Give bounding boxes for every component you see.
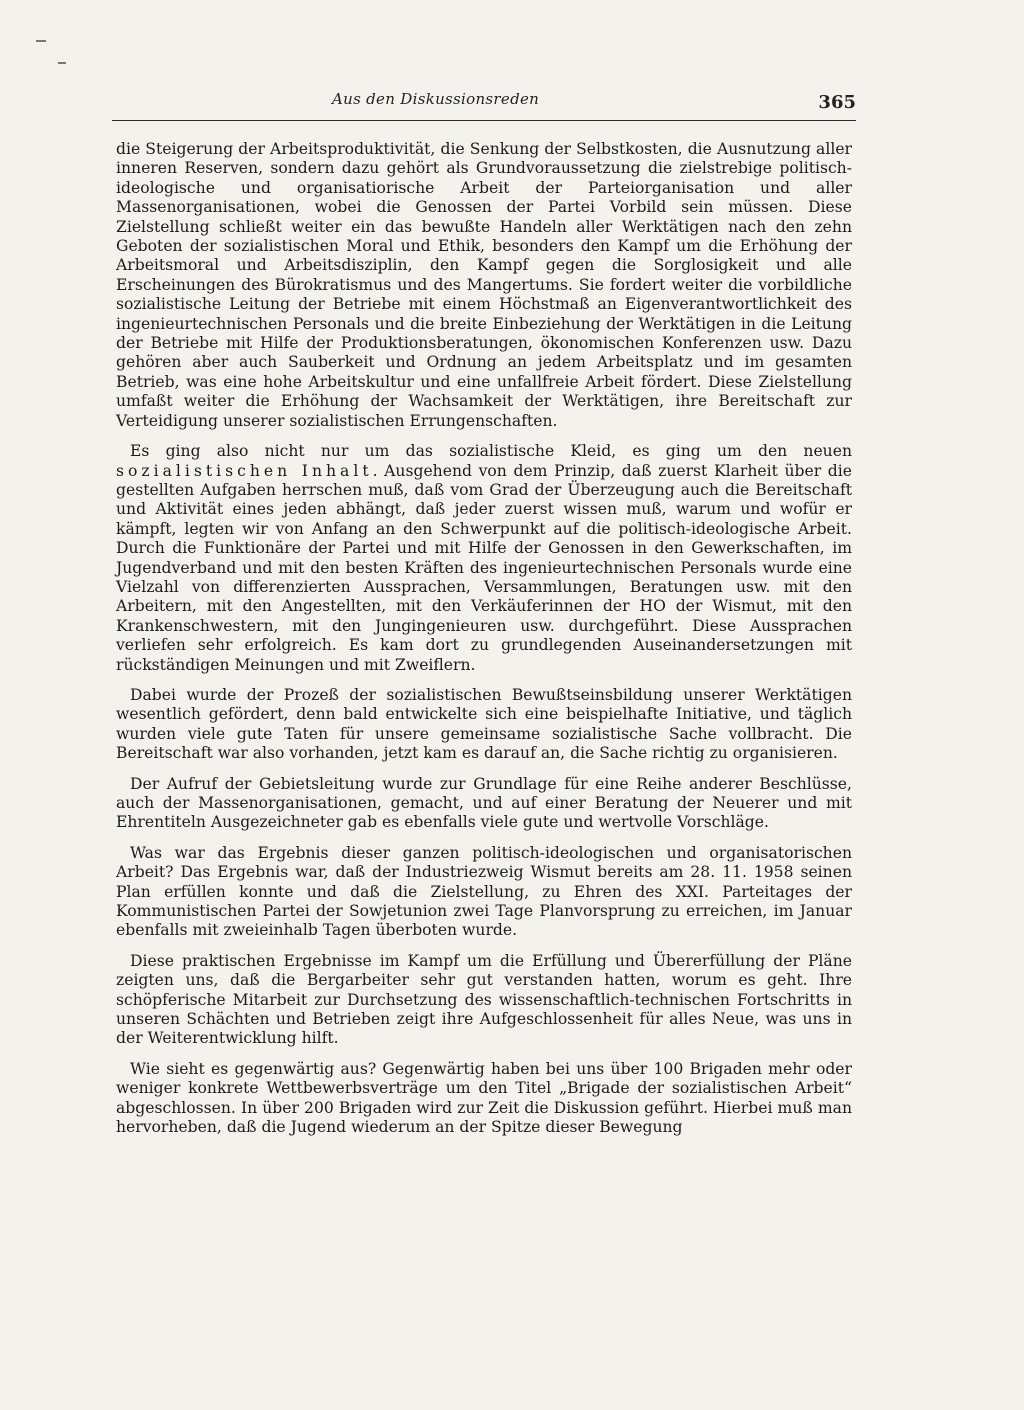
paragraph-text: Es ging also nicht nur um das sozialistische Kleid, es ging um den neuen: [130, 442, 852, 461]
paragraph: Wie sieht es gegenwärtig aus? Gegenwärtig haben bei uns über 100 Brigaden mehr oder weniger konkrete Wettbewerbsverträge um den Titel „Brigade der sozialistischen Arbeit“ abgeschlossen. In über 200 Brigaden wird zur Zeit die Diskussion geführt. Hierbei muß man hervorheben, daß die Jugend wiederum an der Spitze dieser Bewegung: [116, 1059, 852, 1137]
scan-mark: [58, 62, 66, 64]
paragraph-text: . Ausgehend von dem Prinzip, daß zuerst Klarheit über die gestellten Aufgaben herrschen muß, daß vom Grad der Überzeugung auch die Bereitschaft und Aktivität eines jeden abhängt, daß jeder zuerst wissen muß, warum und wofür er kämpft, legten wir von Anfang an den Schwerpunkt auf die politisch-ideologische Arbeit. Durch die Funktionäre der Partei und mit Hilfe der Genossen in den Gewerkschaften, im Jugendverband und mit den besten Kräften des ingenieurtechnischen Personals wurde eine Vielzahl von differenzierten Aussprachen, Versammlungen, Beratungen usw. mit den Arbeitern, mit den Angestellten, mit den Verkäuferinnen der HO der Wismut, mit den Krankenschwestern, mit den Jungingenieuren usw. durchgeführt. Diese Aussprachen verliefen sehr erfolgreich. Es kam dort zu grundlegenden Auseinandersetzungen mit rückständigen Meinungen und mit Zweiflern.: [116, 461, 852, 674]
scan-mark: [36, 40, 46, 42]
running-header: [112, 86, 856, 121]
emphasized-text: sozialistischen Inhalt: [116, 461, 373, 480]
paragraph: [116, 442, 852, 675]
paragraph: Diese praktischen Ergebnisse im Kampf um die Erfüllung und Übererfüllung der Pläne zeigten uns, daß die Bergarbeiter sehr gut verstanden hatten, worum es geht. Ihre schöpferische Mitarbeit zur Durchsetzung des wissenschaftlich-technischen Fortschritts in unseren Schächten und Betrieben zeigt ihre Aufgeschlossenheit für alles Neue, was uns in der Weiterentwicklung hilft.: [116, 951, 852, 1048]
page-number: 365: [818, 92, 856, 113]
paragraph: die Steigerung der Arbeitsproduktivität, die Senkung der Selbstkosten, die Ausnutzung aller inneren Reserven, sondern dazu gehört als Grundvoraussetzung die zielstrebige politisch-ideologische und organisatiorische Arbeit der Parteiorganisation und aller Massenorganisationen, wobei die Genossen der Partei Vorbild sein müssen. Diese Zielstellung schließt weiter ein das bewußte Handeln aller Werktätigen nach den zehn Geboten der sozialistischen Moral und Ethik, besonders den Kampf um die Erhöhung der Arbeitsmoral und Arbeitsdisziplin, den Kampf gegen die Sorglosigkeit und alle Erscheinungen des Bürokratismus und des Mangertums. Sie fordert weiter die vorbildliche sozialistische Leitung der Betriebe mit einem Höchstmaß an Eigenverantwortlichkeit des ingenieurtechnischen Personals und die breite Einbeziehung der Werktätigen in die Leitung der Betriebe mit Hilfe der Produktionsberatungen, ökonomischen Konferenzen usw. Dazu gehören aber auch Sauberkeit und Ordnung an jedem Arbeitsplatz und im gesamten Betrieb, was eine hohe Arbeitskultur und eine unfallfreie Arbeit fördert. Diese Zielstellung umfaßt weiter die Erhöhung der Wachsamkeit der Werktätigen, ihre Bereitschaft zur Verteidigung unserer sozialistischen Errungenschaften.: [116, 140, 852, 430]
paragraph: Der Aufruf der Gebietsleitung wurde zur Grundlage für eine Reihe anderer Beschlüsse, auch der Massenorganisationen, gemacht, und auf einer Beratung der Neuerer und mit Ehrentiteln Ausgezeichneter gab es ebenfalls viele gute und wertvolle Vorschläge.: [116, 774, 852, 832]
body-text: [116, 140, 852, 1149]
paragraph: Dabei wurde der Prozeß der sozialistischen Bewußtseinsbildung unserer Werktätigen wesentlich gefördert, denn bald entwickelte sich eine beispielhafte Initiative, und täglich wurden viele gute Taten für unsere gemeinsame sozialistische Sache vollbracht. Die Bereitschaft war also vorhanden, jetzt kam es darauf an, die Sache richtig zu organisieren.: [116, 685, 852, 763]
running-title: Aus den Diskussionsreden: [332, 90, 540, 108]
paragraph: Was war das Ergebnis dieser ganzen politisch-ideologischen und organisatorischen Arbeit? Das Ergebnis war, daß der Industriezweig Wismut bereits am 28. 11. 1958 seinen Plan erfüllen konnte und daß die Zielstellung, zu Ehren des XXI. Parteitages der Kommunistischen Partei der Sowjetunion zwei Tage Planvorsprung zu erreichen, im Januar ebenfalls mit zweieinhalb Tagen überboten wurde.: [116, 843, 852, 940]
